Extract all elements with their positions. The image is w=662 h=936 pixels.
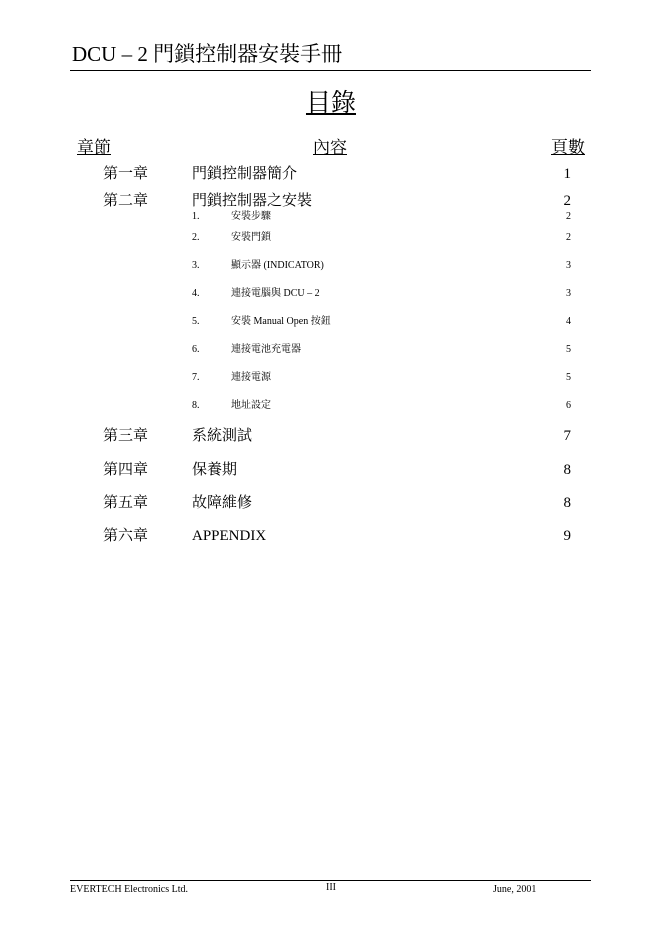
column-header-content: 內容	[313, 138, 347, 157]
subitem-page: 5	[566, 372, 571, 383]
chapter-title: APPENDIX	[192, 528, 267, 544]
column-header-chapter: 章節	[77, 138, 111, 157]
toc-subitem	[0, 370, 662, 386]
chapter-number: 第四章	[103, 462, 149, 478]
toc-row-chapter-6	[0, 525, 662, 547]
subitem-page: 2	[566, 211, 571, 222]
chapter-title: 保養期	[192, 462, 238, 478]
chapter-page: 2	[563, 193, 571, 209]
subitem-title: 連接電腦與 DCU – 2	[231, 288, 320, 299]
header-divider	[70, 70, 591, 71]
subitem-title: 安裝門鎖	[231, 232, 271, 243]
footer-company: EVERTECH Electronics Ltd.	[70, 884, 188, 895]
chapter-number: 第五章	[103, 495, 149, 511]
subitem-number: 5.	[192, 316, 200, 327]
toc-subitem	[0, 258, 662, 274]
toc-subitem	[0, 230, 662, 246]
toc-subitem	[0, 209, 662, 225]
subitem-number: 1.	[192, 211, 200, 222]
toc-row-chapter-5	[0, 492, 662, 514]
toc-subitem	[0, 398, 662, 414]
document-header-title: DCU – 2 門鎖控制器安裝手冊	[72, 42, 343, 66]
toc-row-chapter-3	[0, 425, 662, 447]
chapter-page: 1	[563, 166, 571, 182]
subitem-number: 4.	[192, 288, 200, 299]
subitem-title: 連接電源	[231, 372, 271, 383]
toc-row-chapter-1	[0, 163, 662, 185]
subitem-number: 8.	[192, 400, 200, 411]
subitem-title: 安裝 Manual Open 按鈕	[231, 316, 331, 327]
chapter-title: 故障維修	[192, 495, 253, 511]
subitem-title: 顯示器 (INDICATOR)	[231, 260, 324, 271]
subitem-number: 2.	[192, 232, 200, 243]
chapter-title: 系統測試	[192, 428, 253, 444]
subitem-title: 安裝步驟	[231, 211, 271, 222]
subitem-number: 6.	[192, 344, 200, 355]
subitem-page: 2	[566, 232, 571, 243]
subitem-number: 3.	[192, 260, 200, 271]
footer-page-number: III	[326, 882, 336, 893]
toc-subitem	[0, 286, 662, 302]
chapter-page: 8	[563, 462, 571, 478]
subitem-page: 3	[566, 260, 571, 271]
subitem-title: 地址設定	[231, 400, 271, 411]
chapter-page: 8	[563, 495, 571, 511]
chapter-number: 第二章	[103, 193, 149, 209]
subitem-page: 3	[566, 288, 571, 299]
footer-date: June, 2001	[493, 884, 537, 895]
subitem-page: 4	[566, 316, 571, 327]
toc-subitem	[0, 314, 662, 330]
chapter-page: 9	[563, 528, 571, 544]
chapter-page: 7	[563, 428, 571, 444]
toc-row-chapter-4	[0, 459, 662, 481]
chapter-number: 第三章	[103, 428, 149, 444]
chapter-title: 門鎖控制器之安裝	[192, 193, 313, 209]
subitem-number: 7.	[192, 372, 200, 383]
chapter-number: 第一章	[103, 166, 149, 182]
toc-subitem	[0, 342, 662, 358]
chapter-title: 門鎖控制器簡介	[192, 166, 298, 182]
subitem-page: 5	[566, 344, 571, 355]
chapter-number: 第六章	[103, 528, 149, 544]
subitem-page: 6	[566, 400, 571, 411]
toc-title: 目錄	[305, 90, 356, 117]
column-header-pages: 頁數	[551, 138, 585, 157]
subitem-title: 連接電池充電器	[231, 344, 301, 355]
